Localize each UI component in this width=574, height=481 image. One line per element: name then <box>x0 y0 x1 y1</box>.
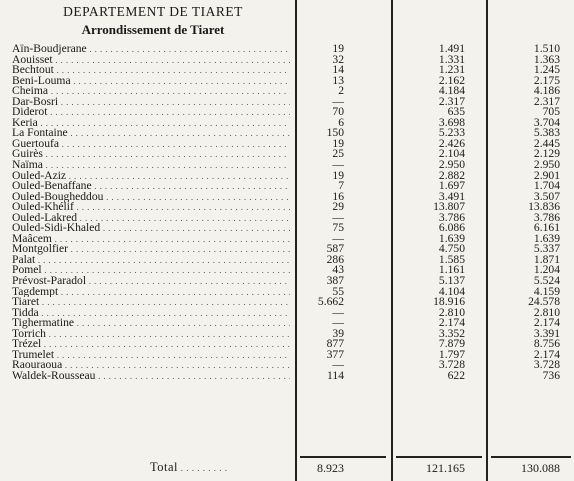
table-row <box>0 252 574 266</box>
value-col1: 877 <box>326 337 344 351</box>
table-row <box>0 244 574 255</box>
value-col1: — <box>332 231 344 245</box>
value-col1: — <box>332 358 344 372</box>
value-col1: 19 <box>332 168 344 182</box>
value-col2: 1.697 <box>438 179 465 193</box>
table-row <box>0 73 574 87</box>
value-col2: 3.786 <box>438 210 465 224</box>
commune-name: Aïn-Boudjerane . . . <box>12 44 290 55</box>
value-col3: 1.363 <box>533 52 560 66</box>
commune-name: Ouled-Benaffane . . . <box>12 181 290 192</box>
total-col3: 130.088 <box>521 461 560 475</box>
commune-name: Ouled-Lakred . . . <box>12 213 290 224</box>
value-col3: 8.756 <box>533 337 560 351</box>
value-col3: 6.161 <box>533 221 560 235</box>
value-col3: 2.174 <box>533 316 560 330</box>
commune-name: Ouled-Bougheddou . . . <box>12 192 290 203</box>
value-col1: 14 <box>332 63 344 77</box>
value-col3: 3.786 <box>533 210 560 224</box>
value-col3: 3.507 <box>533 189 560 203</box>
table-row <box>0 168 574 182</box>
value-col1: 39 <box>332 326 344 340</box>
value-col1: — <box>332 158 344 172</box>
table-row <box>0 305 574 319</box>
value-col1: 19 <box>332 136 344 150</box>
commune-name: Ouled-Aziz . . . <box>12 171 290 182</box>
table-row <box>0 202 574 213</box>
value-col1: 377 <box>326 347 344 361</box>
table-row <box>0 318 574 329</box>
value-col3: 736 <box>542 368 560 382</box>
value-col3: 2.445 <box>533 136 560 150</box>
value-col2: 2.162 <box>438 73 465 87</box>
value-col3: 2.129 <box>533 147 560 161</box>
commune-name: Prévost-Paradol . . . <box>12 276 290 287</box>
value-col2: 622 <box>447 368 465 382</box>
value-col3: 1.639 <box>533 231 560 245</box>
table-row <box>0 181 574 192</box>
total-rule <box>396 456 482 458</box>
value-col2: 635 <box>447 105 465 119</box>
value-col2: 4.184 <box>438 84 465 98</box>
value-col3: 1.704 <box>533 179 560 193</box>
value-col2: 1.797 <box>438 347 465 361</box>
value-col2: 3.728 <box>438 358 465 372</box>
value-col1: 19 <box>332 42 344 55</box>
value-col2: 2.174 <box>438 316 465 330</box>
department-title: DEPARTEMENT DE TIARET <box>63 4 243 19</box>
commune-name: Raouraoua . . . <box>12 360 290 371</box>
commune-name: Naïma . . . <box>12 160 290 171</box>
value-col3: 24.578 <box>528 295 560 309</box>
value-col2: 7.879 <box>438 337 465 351</box>
value-col3: 1.510 <box>533 42 560 55</box>
value-col2: 3.698 <box>438 115 465 129</box>
total-label: Total . . . <box>150 460 228 475</box>
value-col1: 55 <box>332 284 344 298</box>
value-col1: 7 <box>338 179 344 193</box>
value-col1: 114 <box>327 368 344 382</box>
total-rule <box>491 456 571 458</box>
commune-name: Cheima . . . <box>12 86 290 97</box>
value-col3: 4.186 <box>533 84 560 98</box>
commune-name: Palat . . . <box>12 255 290 266</box>
value-col3: 4.159 <box>533 284 560 298</box>
commune-name: La Fontaine . . . <box>12 128 290 139</box>
commune-name: Ouled-Khélif . . . <box>12 202 290 213</box>
commune-name: Beni-Louma . . . <box>12 76 290 87</box>
value-col2: 2.882 <box>438 168 465 182</box>
value-col3: 1.204 <box>533 263 560 277</box>
table-row <box>0 231 574 245</box>
value-col1: 587 <box>326 242 344 256</box>
table-row <box>0 115 574 129</box>
value-col2: 6.086 <box>438 221 465 235</box>
value-col2: 2.426 <box>438 136 465 150</box>
value-col3: 13.836 <box>528 200 560 214</box>
value-col1: 70 <box>332 105 344 119</box>
commune-name: Trumelet . . . <box>12 350 290 361</box>
value-col2: 1.585 <box>438 252 465 266</box>
value-col3: 3.728 <box>533 358 560 372</box>
value-col3: 2.950 <box>533 158 560 172</box>
table-row <box>0 339 574 350</box>
value-col1: 2 <box>338 84 344 98</box>
value-col3: 705 <box>542 105 560 119</box>
commune-name: Guirès . . . <box>12 149 290 160</box>
commune-name: Tighermatine . . . <box>12 318 290 329</box>
commune-name: Pomel . . . <box>12 265 290 276</box>
commune-name: Diderot . . . <box>12 107 290 118</box>
table-row <box>0 189 574 203</box>
commune-name: Trézel . . . <box>12 339 290 350</box>
commune-name: Maâcem . . . <box>12 234 290 245</box>
value-col1: — <box>332 94 344 108</box>
value-col2: 4.750 <box>438 242 465 256</box>
value-col2: 2.950 <box>438 158 465 172</box>
value-col2: 1.231 <box>438 63 465 77</box>
total-rule <box>300 456 386 458</box>
value-col2: 2.317 <box>438 94 465 108</box>
value-col3: 5.524 <box>533 274 560 288</box>
commune-name: Ouled-Sidi-Khaled . . . <box>12 223 290 234</box>
arrondissement-subtitle: Arrondissement de Tiaret <box>81 22 225 37</box>
table-row <box>0 107 574 118</box>
value-col2: 4.104 <box>438 284 465 298</box>
commune-name: Guertoufa . . . <box>12 139 290 150</box>
commune-name: Waldek-Rousseau . . . <box>12 371 290 382</box>
commune-name: Tiaret . . . <box>12 297 290 308</box>
table-row <box>0 284 574 298</box>
value-col2: 13.807 <box>433 200 465 214</box>
value-col3: 2.174 <box>533 347 560 361</box>
value-col1: — <box>332 210 344 224</box>
table-row <box>0 65 574 76</box>
table-row <box>0 368 574 382</box>
value-col1: 5.662 <box>317 295 344 309</box>
value-col2: 5.233 <box>438 126 465 140</box>
table-row <box>0 223 574 234</box>
table-row <box>0 160 574 171</box>
commune-table <box>0 44 574 382</box>
table-row <box>0 136 574 150</box>
value-col1: 150 <box>326 126 344 140</box>
value-col2: 1.161 <box>438 263 465 277</box>
commune-name: Dar-Bosri . . . <box>12 97 290 108</box>
commune-name: Montgolfier . . . <box>12 244 290 255</box>
table-row <box>0 210 574 224</box>
value-col3: 3.704 <box>533 115 560 129</box>
value-col1: 43 <box>332 263 344 277</box>
commune-name: Aouisset . . . <box>12 55 290 66</box>
value-col1: 29 <box>332 200 344 214</box>
value-col2: 5.137 <box>438 274 465 288</box>
table-row <box>0 276 574 287</box>
value-col2: 3.352 <box>438 326 465 340</box>
commune-name: Keria . . . <box>12 118 290 129</box>
value-col3: 2.175 <box>533 73 560 87</box>
value-col1: — <box>332 305 344 319</box>
value-col1: 6 <box>338 115 344 129</box>
value-col3: 2.810 <box>533 305 560 319</box>
value-col2: 1.639 <box>438 231 465 245</box>
value-col3: 2.901 <box>533 168 560 182</box>
value-col3: 5.337 <box>533 242 560 256</box>
value-col2: 3.491 <box>438 189 465 203</box>
value-col1: 25 <box>332 147 344 161</box>
value-col1: 286 <box>326 252 344 266</box>
commune-name: Torrich . . . <box>12 329 290 340</box>
table-row <box>0 297 574 308</box>
total-col1: 8.923 <box>317 461 344 475</box>
value-col3: 3.391 <box>533 326 560 340</box>
value-col1: 75 <box>332 221 344 235</box>
value-col1: 16 <box>332 189 344 203</box>
commune-name: Tagdempt . . . <box>12 287 290 298</box>
value-col2: 2.810 <box>438 305 465 319</box>
table-row <box>0 128 574 139</box>
value-col1: 32 <box>332 52 344 66</box>
value-col1: 13 <box>332 73 344 87</box>
table-row <box>0 360 574 371</box>
table-row <box>0 347 574 361</box>
table-row <box>0 326 574 340</box>
table-row <box>0 44 574 55</box>
value-col2: 1.491 <box>438 42 465 55</box>
value-col1: 387 <box>326 274 344 288</box>
table-row <box>0 52 574 66</box>
value-col3: 5.383 <box>533 126 560 140</box>
value-col3: 2.317 <box>533 94 560 108</box>
table-row <box>0 149 574 160</box>
table-row <box>0 265 574 276</box>
value-col2: 18.916 <box>433 295 465 309</box>
table-row <box>0 86 574 97</box>
commune-name: Tidda . . . <box>12 308 290 319</box>
commune-name: Bechtout . . . <box>12 65 290 76</box>
value-col1: — <box>332 316 344 330</box>
value-col2: 2.104 <box>438 147 465 161</box>
table-row <box>0 94 574 108</box>
total-col2: 121.165 <box>426 461 465 475</box>
value-col3: 1.245 <box>533 63 560 77</box>
value-col2: 1.331 <box>438 52 465 66</box>
value-col3: 1.871 <box>533 252 560 266</box>
